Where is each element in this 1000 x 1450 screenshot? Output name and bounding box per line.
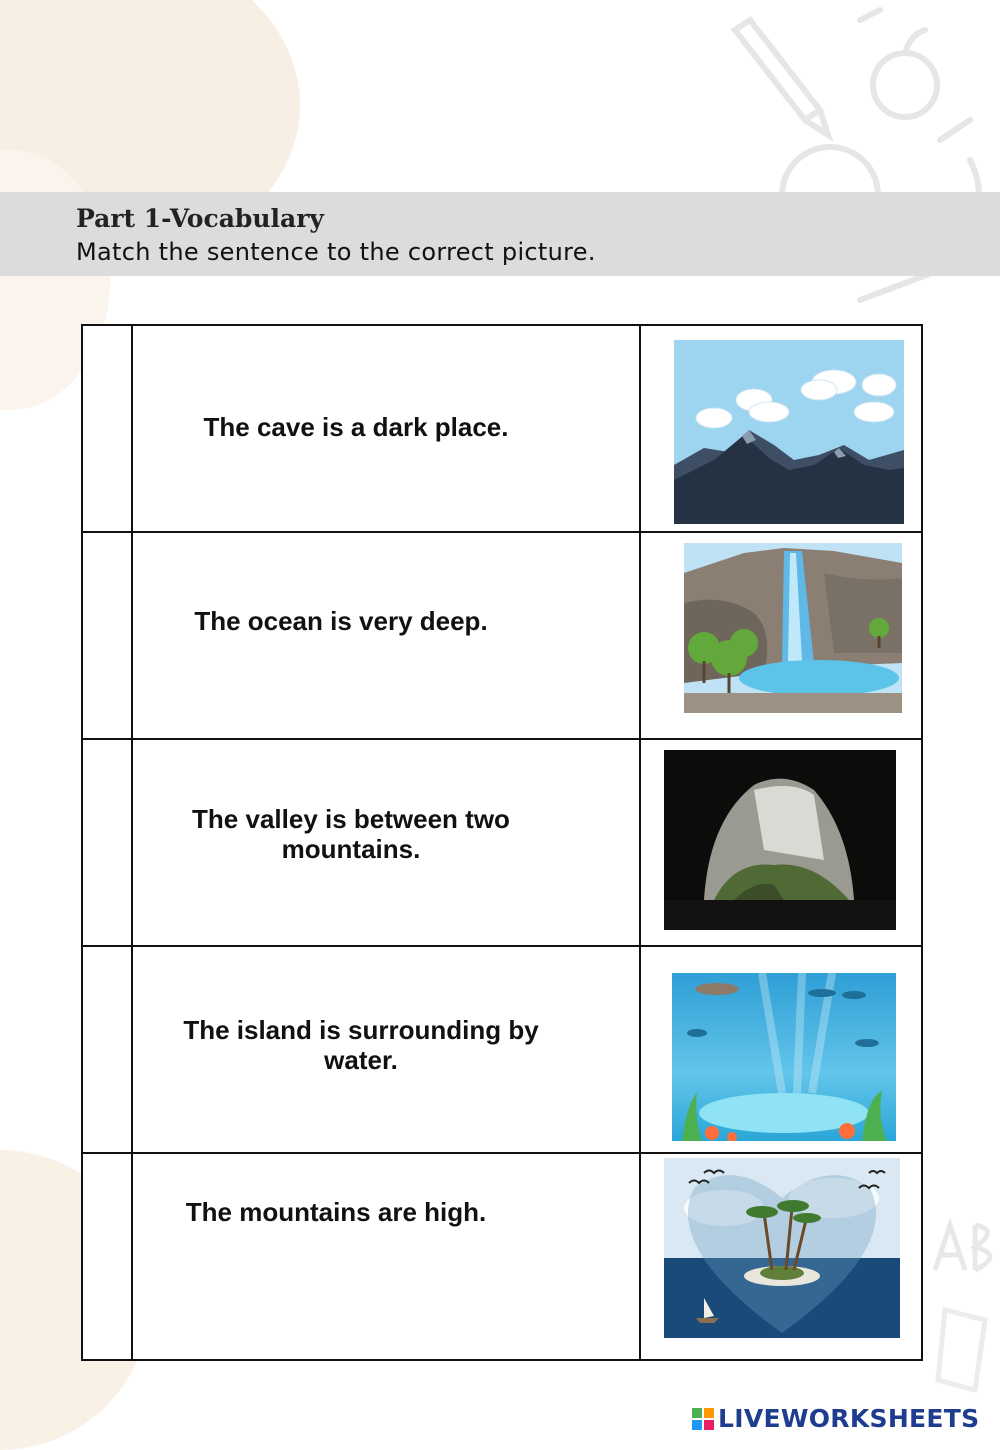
sentence-cell [132, 1153, 640, 1360]
table-row [82, 532, 922, 739]
sentence-text: The cave is a dark place. [203, 411, 509, 442]
sentence-cell [132, 946, 640, 1153]
sentence-text: The mountains are high. [185, 1196, 487, 1227]
picture-cell [640, 1153, 922, 1360]
table-row [82, 1153, 922, 1360]
sentence-cell [132, 325, 640, 532]
answer-cell[interactable] [82, 1153, 132, 1360]
cave-picture-icon [664, 750, 896, 930]
liveworksheets-logo[interactable] [692, 1404, 979, 1433]
sentence-line: water. [324, 1044, 398, 1075]
table-row [82, 739, 922, 946]
sentence-cell [132, 532, 640, 739]
underwater-ocean-picture-icon [672, 973, 896, 1141]
picture-cell [640, 739, 922, 946]
table-row [82, 946, 922, 1153]
sentence-text: The ocean is very deep. [194, 605, 488, 636]
sentence-line: The island is surrounding by [183, 1014, 539, 1045]
instruction-text: Match the sentence to the correct picture. [76, 238, 596, 266]
brand-name: LIVEWORKSHEETS [718, 1404, 980, 1433]
picture-cell [640, 946, 922, 1153]
picture-cell [640, 325, 922, 532]
answer-cell[interactable] [82, 739, 132, 946]
picture-cell [640, 532, 922, 739]
liveworksheets-logo-icon [692, 1408, 714, 1430]
island-picture-icon [664, 1158, 900, 1338]
abc-doodle-icon [925, 1200, 1000, 1290]
sentence-line: mountains. [281, 833, 421, 864]
sentence-cell [132, 739, 640, 946]
section-title: Part 1-Vocabulary [76, 204, 324, 233]
sentence-text [133, 804, 639, 864]
table-row [82, 325, 922, 532]
mountains-picture-icon [674, 340, 904, 524]
sentence-line: The valley is between two [192, 803, 510, 834]
answer-cell[interactable] [82, 532, 132, 739]
answer-cell[interactable] [82, 946, 132, 1153]
sentence-text [133, 1015, 639, 1075]
waterfall-picture-icon [684, 543, 902, 713]
matching-table [81, 324, 923, 1361]
bottom-right-doodles-icon [930, 1300, 1000, 1400]
answer-cell[interactable] [82, 325, 132, 532]
